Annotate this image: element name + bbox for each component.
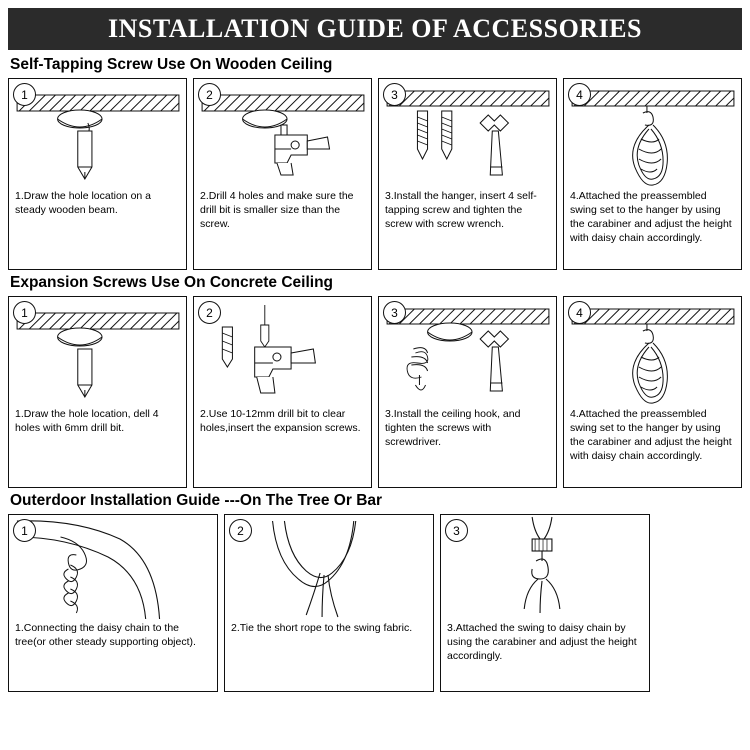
page-title: INSTALLATION GUIDE OF ACCESSORIES: [108, 14, 642, 43]
illustration-carabiner-rope: [441, 515, 649, 619]
illustration-rope-knot: [225, 515, 433, 619]
step-card: [8, 78, 187, 270]
step-card: [193, 78, 372, 270]
section-title-wooden: Self-Tapping Screw Use On Wooden Ceiling: [10, 56, 333, 73]
step-card: [193, 296, 372, 488]
step-number: 1: [13, 519, 36, 542]
step-card: [224, 514, 434, 692]
step-card: [8, 296, 187, 488]
step-caption: 3.Install the hanger, insert 4 self-tapping screw and tighten the screw with screw wrench.: [385, 190, 537, 230]
step-card: [563, 296, 742, 488]
step-number: 2: [198, 83, 221, 106]
step-caption: 3.Attached the swing to daisy chain by using the carabiner and adjust the height accordingly.: [447, 622, 637, 662]
step-cards-wooden: [8, 78, 742, 270]
step-caption: 1.Connecting the daisy chain to the tree(or other steady supporting object).: [15, 622, 196, 648]
section-wooden-ceiling: [8, 56, 742, 270]
header-bar: [8, 8, 742, 50]
step-card: [563, 78, 742, 270]
illustration-tree-strap: [9, 515, 217, 619]
section-title-concrete: Expansion Screws Use On Concrete Ceiling: [10, 274, 334, 291]
step-card: [440, 514, 650, 692]
step-number: 3: [383, 83, 406, 106]
step-number: 4: [568, 301, 591, 324]
step-caption: 1.Draw the hole location, dell 4 holes with 6mm drill bit.: [15, 408, 159, 434]
step-number: 2: [198, 301, 221, 324]
step-caption: 4.Attached the preassembled swing set to the hanger by using the carabiner and adjust the height with daisy chain accordingly.: [570, 190, 732, 244]
step-caption: 2.Use 10-12mm drill bit to clear holes,insert the expansion screws.: [200, 408, 361, 434]
section-outdoor: [8, 492, 742, 692]
step-number: 4: [568, 83, 591, 106]
step-caption: 2.Drill 4 holes and make sure the drill bit is smaller size than the screw.: [200, 190, 354, 230]
section-concrete-ceiling: [8, 274, 742, 488]
step-cards-concrete: [8, 296, 742, 488]
step-number: 1: [13, 83, 36, 106]
step-number: 1: [13, 301, 36, 324]
step-card: [8, 514, 218, 692]
step-number: 2: [229, 519, 252, 542]
step-caption: 1.Draw the hole location on a steady wooden beam.: [15, 190, 152, 216]
step-card: [378, 78, 557, 270]
step-caption: 4.Attached the preassembled swing set to the hanger by using the carabiner and adjust the height with daisy chain accordingly.: [570, 408, 732, 462]
step-cards-outdoor: [8, 514, 742, 692]
section-title-outdoor: Outerdoor Installation Guide ---On The Tree Or Bar: [10, 492, 383, 509]
step-caption: 2.Tie the short rope to the swing fabric.: [231, 622, 413, 634]
step-number: 3: [383, 301, 406, 324]
step-caption: 3.Install the ceiling hook, and tighten the screws with screwdriver.: [385, 408, 521, 448]
step-number: 3: [445, 519, 468, 542]
step-card: [378, 296, 557, 488]
